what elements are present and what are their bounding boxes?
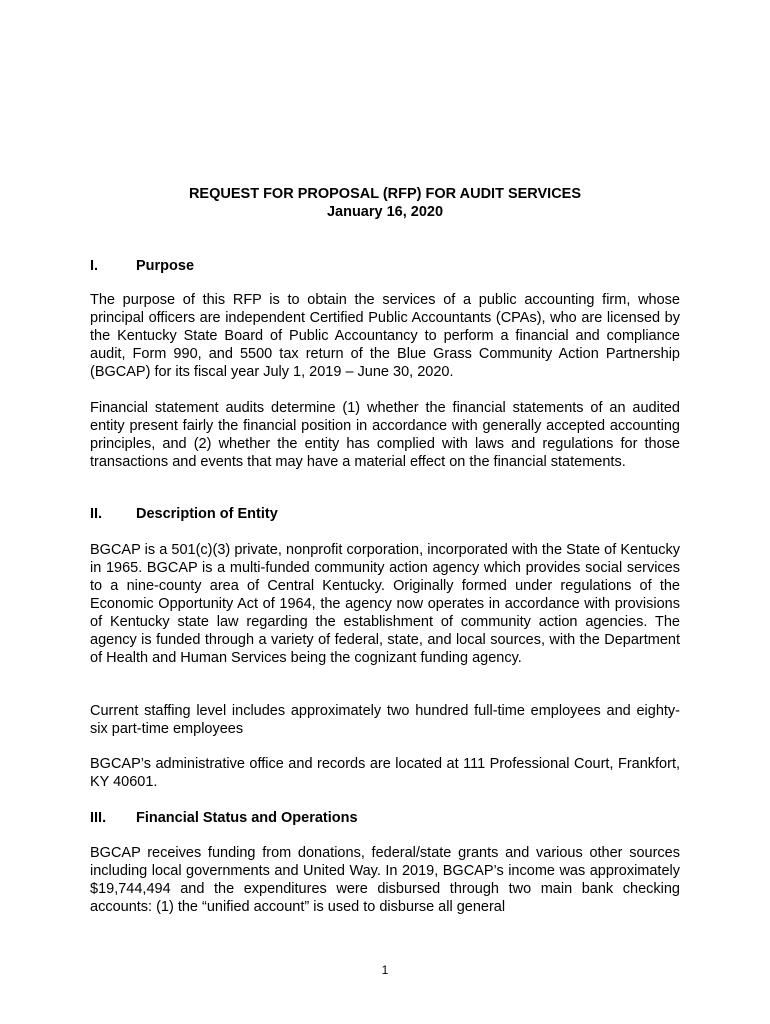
section-heading-financial xyxy=(90,809,358,827)
description-paragraph-3: BGCAP’s administrative office and records are located at 111 Professional Court, Frankfort, KY 40601. xyxy=(90,756,680,790)
section-title: Description of Entity xyxy=(136,506,278,522)
financial-paragraph-1: BGCAP receives funding from donations, federal/state grants and various other sources including local governments and United Way. In 2019, BGCAP’s income was approximately $19,744,494 and the expenditures were disbursed through two main bank checking accounts: (1) the “unified account” is used to disburse all general xyxy=(90,845,680,915)
document-date: January 16, 2020 xyxy=(326,204,444,220)
section-number: III. xyxy=(90,810,107,826)
description-paragraph-1: BGCAP is a 501(c)(3) private, nonprofit corporation, incorporated with the State of Kentucky in 1965. BGCAP is a multi-funded community action agency which provides social services to a nine-county area of Central Kentucky. Originally formed under regulations of the Economic Opportunity Act of 1964, the agency now operates in accordance with provisions of Kentucky state law regarding the establishment of community action agencies. The agency is funded through a variety of federal, state, and local sources, with the Department of Health and Human Services being the cognizant funding agency. xyxy=(90,542,680,666)
page-number: 1 xyxy=(381,963,389,977)
section-title: Financial Status and Operations xyxy=(136,810,358,826)
purpose-paragraph-2: Financial statement audits determine (1) whether the financial statements of an audited entity present fairly the financial position in accordance with generally accepted accounting principles, and (2) whether the entity has complied with laws and regulations for those transactions and events that may have a material effect on the financial statements. xyxy=(90,400,680,470)
purpose-paragraph-1: The purpose of this RFP is to obtain the services of a public accounting firm, whose principal officers are independent Certified Public Accountants (CPAs), who are licensed by the Kentucky State Board of Public Accountancy to perform a financial and compliance audit, Form 990, and 5500 tax return of the Blue Grass Community Action Partnership (BGCAP) for its fiscal year July 1, 2019 – June 30, 2020. xyxy=(90,292,680,380)
description-paragraph-2: Current staffing level includes approximately two hundred full-time employees and eighty-six part-time employees xyxy=(90,703,680,737)
section-title: Purpose xyxy=(136,258,195,274)
section-number: II. xyxy=(90,506,103,522)
section-number: I. xyxy=(90,258,99,274)
document-title: REQUEST FOR PROPOSAL (RFP) FOR AUDIT SERVICES xyxy=(188,186,582,202)
section-heading-description xyxy=(90,505,278,523)
section-heading-purpose xyxy=(90,257,194,275)
